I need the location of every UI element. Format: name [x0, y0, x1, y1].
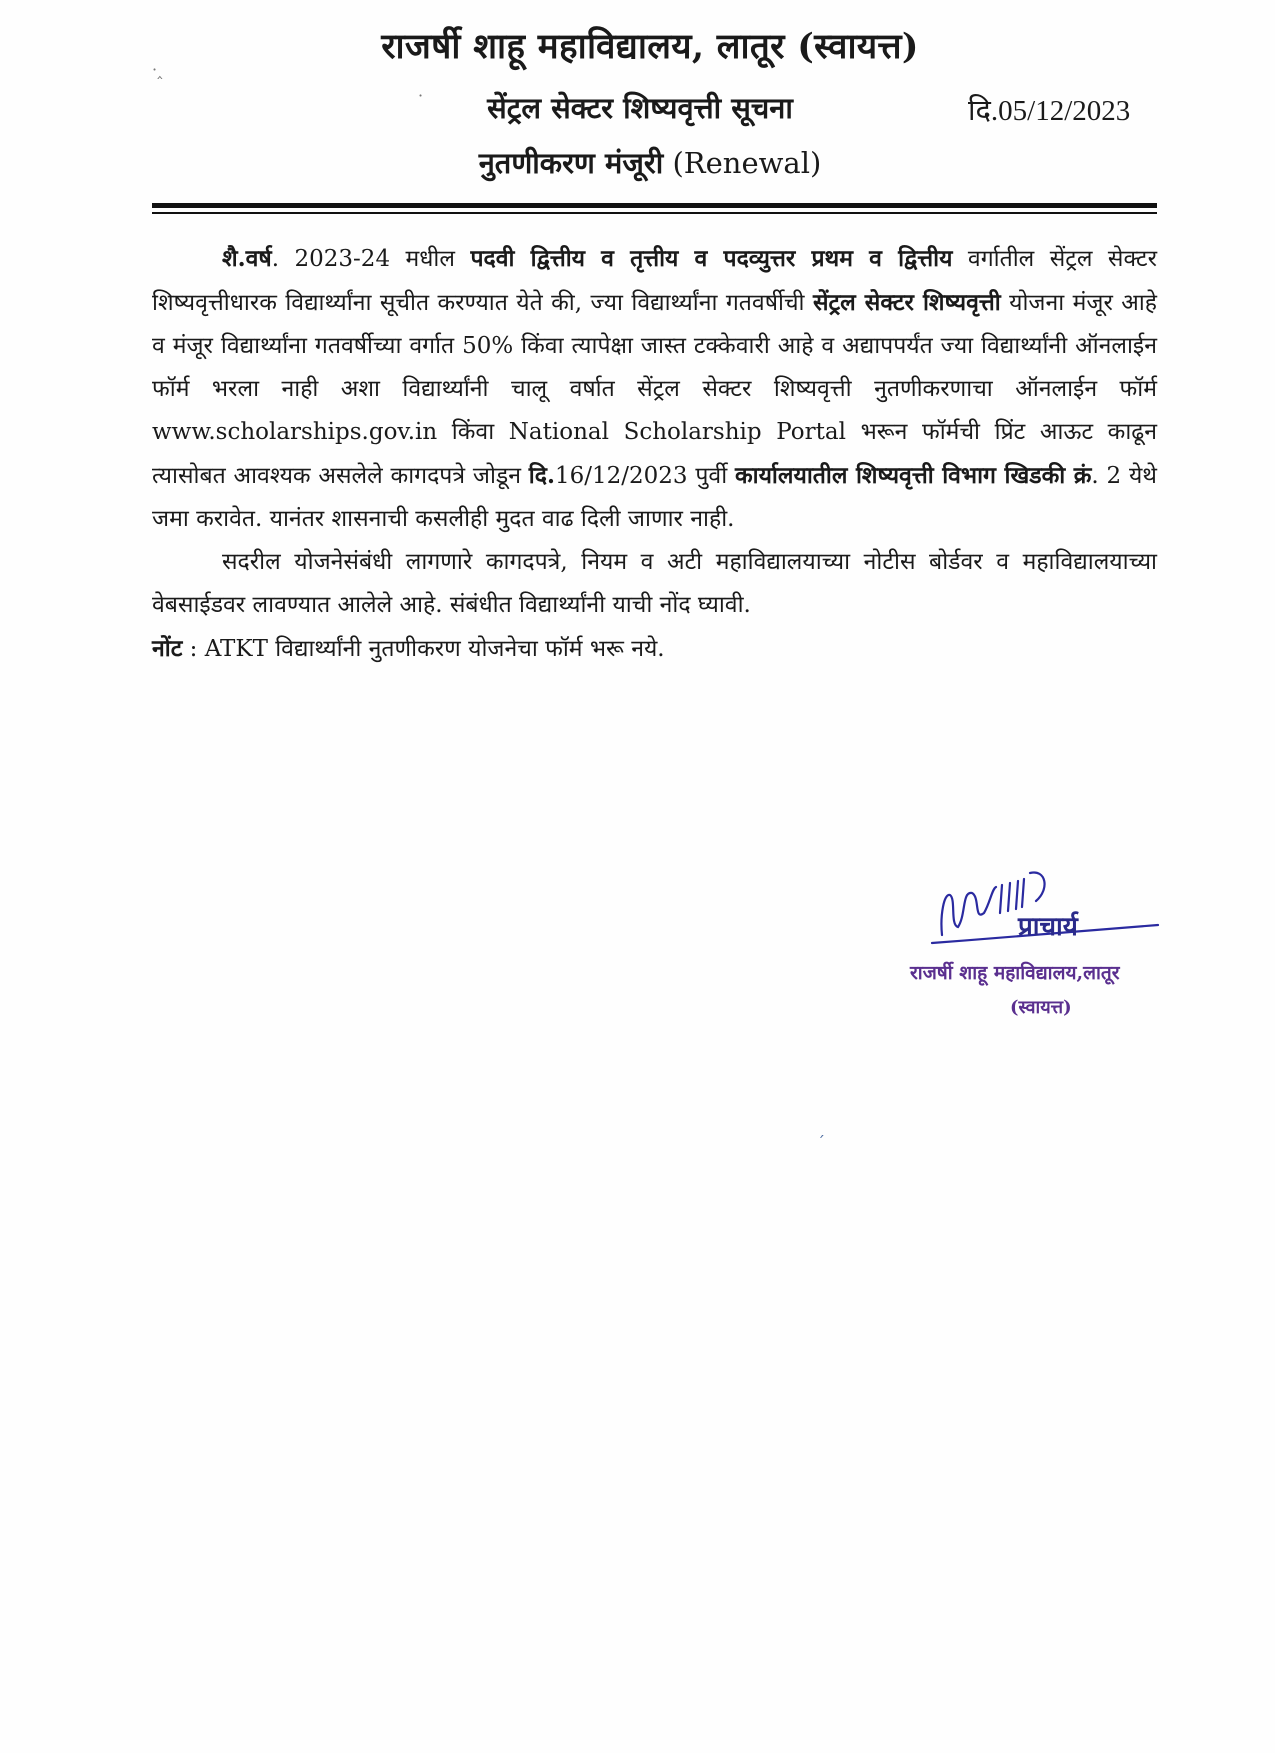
academic-year-label: शै.वर्ष	[222, 245, 272, 272]
notice-body	[152, 237, 1157, 671]
paragraph-documents: सदरील योजनेसंबंधी लागणारे कागदपत्रे, नियम व अटी महाविद्यालयाच्या नोटीस बोर्डवर व महाविद्यालयाच्या वेबसाईडवर लावण्यात आलेले आहे. संबंधीत विद्यार्थ्यांनी याची नोंद घ्यावी.	[152, 549, 1157, 618]
para1-text-3: योजना मंजूर आहे व मंजूर विद्यार्थ्यांना गतवर्षीच्या वर्गात 50% किंवा त्यापेक्षा जास्त टक्केवारी आहे व अद्यापपर्यंत ज्या विद्यार्थ्यांनी ऑनलाईन फॉर्म भरला नाही अशा विद्यार्थ्यांनी चालू वर्षात सेंट्रल सेक्टर शिष्यवृत्ती नुतणीकरणाचा ऑनलाईन फॉर्म www.scholarships.gov.in किंवा National Scholarship Portal भरून फॉर्मची प्रिंट आऊट काढून त्यासोबत आवश्यक असलेले कागदपत्रे जोडून	[152, 290, 1157, 489]
renewal-heading	[420, 143, 880, 182]
renewal-english: (Renewal)	[672, 146, 822, 180]
renewal-marathi: नुतणीकरण मंजूरी	[478, 146, 664, 180]
deadline-prefix: दि.	[528, 462, 555, 489]
header-rule-thick	[152, 203, 1157, 208]
note-line	[152, 627, 1157, 671]
scan-mark: ·‸	[152, 60, 163, 79]
submission-window: कार्यालयातील शिष्यवृत्ती विभाग खिडकी क्रं	[734, 462, 1092, 489]
note-text: : ATKT विद्यार्थ्यांनी नुतणीकरण योजनेचा फॉर्म भरू नये.	[182, 636, 665, 662]
para1-text-4: . 2 येथे जमा करावेत. यानंतर शासनाची कसलीही मुदत वाढ दिली जाणार नाही.	[152, 463, 1157, 532]
header-rule-thin	[152, 212, 1157, 214]
note-label: नोंट	[152, 635, 183, 662]
principal-signature-block	[900, 855, 1190, 1035]
para1-text-2: वर्गातील सेंट्रल सेक्टर शिष्यवृत्तीधारक विद्यार्थ्यांना सूचीत करण्यात येते की, ज्या विद्यार्थ्यांना गतवर्षीची	[152, 246, 1158, 316]
notice-title: सेंट्रल सेक्टर शिष्यवृत्ती सूचना	[487, 91, 793, 125]
scan-speck: ˊ	[817, 1133, 825, 1152]
deadline-date: 16/12/2023 पुर्वी	[554, 463, 735, 489]
paragraph-main	[152, 237, 1157, 541]
signature-college: राजर्षी शाहू महाविद्यालय,लातूर	[910, 962, 1120, 984]
scheme-name: सेंट्रल सेक्टर शिष्यवृत्ती	[812, 289, 1001, 316]
signature-autonomous: (स्वायत्त)	[1010, 997, 1072, 1018]
college-name: राजर्षी शाहू महाविद्यालय, लातूर (स्वायत्त)	[381, 26, 919, 67]
signature-role: प्राचार्य	[1018, 912, 1078, 942]
eligible-classes: पदवी द्वित्तीय व तृत्तीय व पदव्युत्तर प्रथम व द्वित्तीय	[470, 245, 953, 272]
para1-text-1: . 2023-24 मधील	[271, 246, 471, 272]
scan-dot: ·	[418, 86, 424, 105]
notice-date: दि.05/12/2023	[968, 95, 1131, 127]
